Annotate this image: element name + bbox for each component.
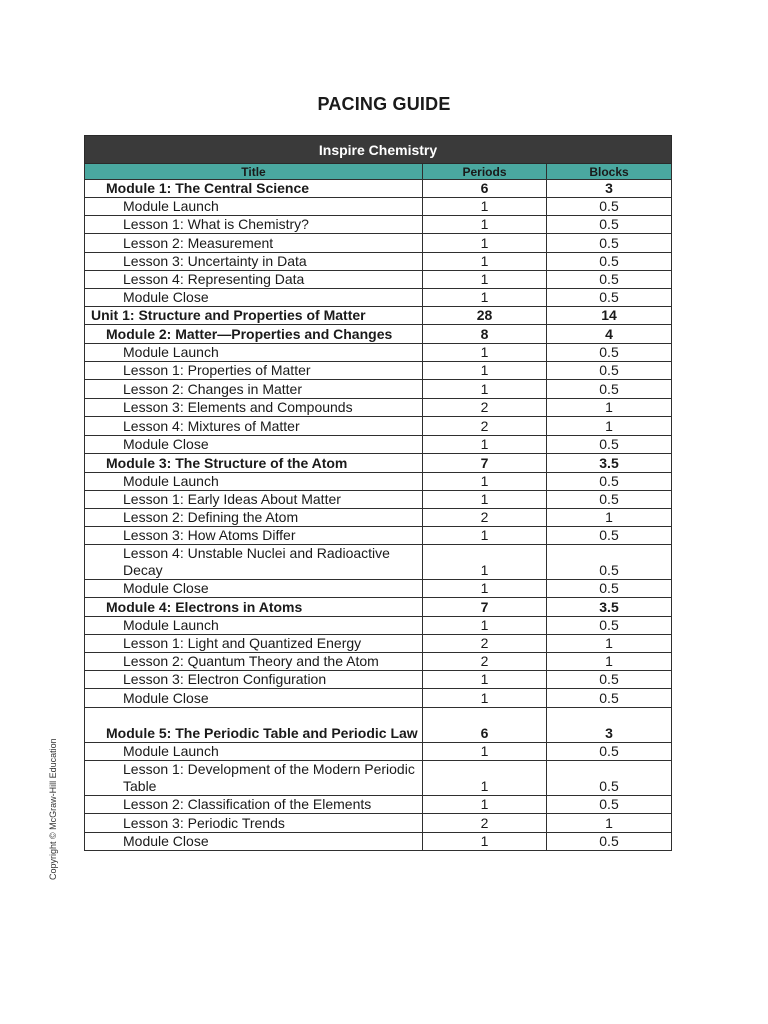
row-title-cell: [85, 417, 423, 436]
row-title: Module Close: [123, 580, 209, 596]
table-row: [85, 271, 672, 289]
row-title: Lesson 3: Uncertainty in Data: [123, 253, 307, 269]
table-row: [85, 216, 672, 234]
row-title-cell: [85, 289, 423, 307]
row-periods: 2: [423, 509, 547, 527]
row-title-cell: [85, 454, 423, 473]
row-blocks: 0.5: [547, 289, 672, 307]
table-banner-row: [85, 136, 672, 164]
pacing-table: [84, 135, 672, 851]
table-row: [85, 436, 672, 454]
row-title-cell: [85, 198, 423, 216]
row-title: Lesson 4: Representing Data: [123, 271, 305, 287]
row-title-cell: [85, 380, 423, 399]
table-row: [85, 833, 672, 851]
row-periods: 1: [423, 380, 547, 399]
row-periods: 1: [423, 216, 547, 234]
table-row: [85, 814, 672, 833]
row-title-cell: [85, 509, 423, 527]
row-title-cell: [85, 833, 423, 851]
row-title-cell: [85, 617, 423, 635]
row-title: Lesson 1: Light and Quantized Energy: [123, 635, 362, 651]
row-title: Module Launch: [123, 344, 219, 360]
row-periods: 7: [423, 454, 547, 473]
row-blocks: 0.5: [547, 833, 672, 851]
row-periods: 2: [423, 653, 547, 671]
row-blocks: 0.5: [547, 344, 672, 362]
row-blocks: 0.5: [547, 436, 672, 454]
row-periods: 2: [423, 399, 547, 417]
row-title: Lesson 1: Early Ideas About Matter: [123, 491, 341, 507]
row-periods: 1: [423, 545, 547, 580]
row-periods: 8: [423, 325, 547, 344]
row-title: Module 5: The Periodic Table and Periodic Law: [106, 725, 418, 741]
row-blocks: 0.5: [547, 271, 672, 289]
row-title: Lesson 2: Quantum Theory and the Atom: [123, 653, 379, 669]
table-banner: Inspire Chemistry: [85, 136, 672, 164]
row-periods: 1: [423, 671, 547, 689]
row-blocks: 0.5: [547, 617, 672, 635]
row-periods: 1: [423, 198, 547, 216]
row-blocks: 0.5: [547, 491, 672, 509]
table-row: [85, 344, 672, 362]
table-row: [85, 454, 672, 473]
row-periods: 1: [423, 344, 547, 362]
copyright-notice: Copyright © McGraw-Hill Education: [48, 738, 58, 880]
row-periods: 1: [423, 833, 547, 851]
row-periods: 1: [423, 743, 547, 761]
row-blocks: 1: [547, 417, 672, 436]
column-header-title: Title: [85, 164, 423, 180]
page-title: PACING GUIDE: [317, 94, 451, 114]
column-header-blocks: Blocks: [547, 164, 672, 180]
row-blocks: 0.5: [547, 580, 672, 598]
row-blocks: 0.5: [547, 253, 672, 271]
table-row: [85, 198, 672, 216]
row-title-cell: [85, 761, 423, 796]
row-title: Lesson 3: Elements and Compounds: [123, 399, 353, 415]
row-title: Lesson 2: Classification of the Elements: [123, 796, 372, 812]
row-blocks: 0.5: [547, 527, 672, 545]
table-row: [85, 417, 672, 436]
table-row: [85, 325, 672, 344]
row-title-cell: [85, 689, 423, 708]
row-title: Module Launch: [123, 198, 219, 214]
row-title: Unit 1: Structure and Properties of Matter: [91, 307, 366, 323]
row-title-cell: [85, 743, 423, 761]
row-periods: 6: [423, 708, 547, 743]
row-periods: 1: [423, 234, 547, 253]
row-blocks: 14: [547, 307, 672, 325]
row-title-cell: [85, 796, 423, 814]
table-row: [85, 289, 672, 307]
row-blocks: 1: [547, 653, 672, 671]
row-title: Lesson 2: Changes in Matter: [123, 381, 302, 397]
table-row: [85, 671, 672, 689]
row-title-cell: [85, 362, 423, 380]
row-title-cell: [85, 180, 423, 198]
row-periods: 2: [423, 635, 547, 653]
row-title: Module 4: Electrons in Atoms: [106, 599, 303, 615]
row-periods: 1: [423, 271, 547, 289]
row-title-cell: [85, 325, 423, 344]
row-periods: 1: [423, 796, 547, 814]
row-title-cell: [85, 671, 423, 689]
row-title-cell: [85, 234, 423, 253]
row-title-cell: [85, 271, 423, 289]
row-periods: 1: [423, 689, 547, 708]
row-title: Lesson 2: Measurement: [123, 235, 274, 251]
table-header-row: [85, 164, 672, 180]
row-title: Lesson 4: Unstable Nuclei and Radioactive Decay: [123, 545, 390, 578]
row-blocks: 0.5: [547, 198, 672, 216]
row-title: Lesson 4: Mixtures of Matter: [123, 418, 300, 434]
table-row: [85, 307, 672, 325]
table-row: [85, 545, 672, 580]
row-title: Module 3: The Structure of the Atom: [106, 455, 348, 471]
row-blocks: 1: [547, 814, 672, 833]
row-blocks: 0.5: [547, 380, 672, 399]
row-blocks: 0.5: [547, 473, 672, 491]
table-row: [85, 580, 672, 598]
row-title: Module Launch: [123, 473, 219, 489]
row-blocks: 1: [547, 635, 672, 653]
row-title: Module Close: [123, 690, 209, 706]
table-row: [85, 180, 672, 198]
table-row: [85, 253, 672, 271]
row-periods: 1: [423, 362, 547, 380]
row-title: Module Close: [123, 289, 209, 305]
row-blocks: 3.5: [547, 454, 672, 473]
table-row: [85, 708, 672, 743]
row-periods: 1: [423, 491, 547, 509]
table-row: [85, 491, 672, 509]
row-title-cell: [85, 344, 423, 362]
row-blocks: 0.5: [547, 234, 672, 253]
row-periods: 1: [423, 289, 547, 307]
row-title-cell: [85, 545, 423, 580]
row-title-cell: [85, 307, 423, 325]
row-title-cell: [85, 580, 423, 598]
table-row: [85, 743, 672, 761]
row-periods: 1: [423, 253, 547, 271]
table-row: [85, 635, 672, 653]
row-title-cell: [85, 253, 423, 271]
row-title-cell: [85, 436, 423, 454]
row-blocks: 0.5: [547, 689, 672, 708]
column-header-periods: Periods: [423, 164, 547, 180]
row-title-cell: [85, 814, 423, 833]
row-title-cell: [85, 216, 423, 234]
row-blocks: 1: [547, 509, 672, 527]
row-blocks: 0.5: [547, 216, 672, 234]
row-blocks: 4: [547, 325, 672, 344]
row-title-cell: [85, 491, 423, 509]
row-title-cell: [85, 527, 423, 545]
row-title-cell: [85, 653, 423, 671]
row-title: Lesson 1: Properties of Matter: [123, 362, 311, 378]
table-row: [85, 653, 672, 671]
row-blocks: 1: [547, 399, 672, 417]
row-periods: 1: [423, 761, 547, 796]
table-row: [85, 527, 672, 545]
row-title: Lesson 3: How Atoms Differ: [123, 527, 296, 543]
row-title: Lesson 3: Periodic Trends: [123, 815, 285, 831]
row-title: Module Close: [123, 436, 209, 452]
row-title: Lesson 1: What is Chemistry?: [123, 216, 309, 232]
row-blocks: 3.5: [547, 598, 672, 617]
row-periods: 2: [423, 417, 547, 436]
row-blocks: 0.5: [547, 362, 672, 380]
row-periods: 7: [423, 598, 547, 617]
row-title: Module Close: [123, 833, 209, 849]
row-title: Module Launch: [123, 617, 219, 633]
row-blocks: 0.5: [547, 796, 672, 814]
table-row: [85, 234, 672, 253]
row-blocks: 0.5: [547, 671, 672, 689]
table-row: [85, 761, 672, 796]
row-periods: 1: [423, 436, 547, 454]
row-periods: 2: [423, 814, 547, 833]
table-row: [85, 362, 672, 380]
row-title-cell: [85, 598, 423, 617]
table-row: [85, 617, 672, 635]
row-periods: 1: [423, 617, 547, 635]
row-title: Lesson 2: Defining the Atom: [123, 509, 299, 525]
table-row: [85, 380, 672, 399]
row-periods: 1: [423, 527, 547, 545]
table-row: [85, 399, 672, 417]
row-title: Module Launch: [123, 743, 219, 759]
row-periods: 28: [423, 307, 547, 325]
table-row: [85, 598, 672, 617]
row-title: Module 2: Matter—Properties and Changes: [106, 326, 393, 342]
row-title-cell: [85, 473, 423, 491]
table-row: [85, 473, 672, 491]
row-periods: 6: [423, 180, 547, 198]
row-title-cell: [85, 399, 423, 417]
table-body: [85, 180, 672, 851]
table-row: [85, 796, 672, 814]
row-periods: 1: [423, 580, 547, 598]
row-title: Module 1: The Central Science: [106, 180, 310, 196]
table-row: [85, 689, 672, 708]
table-row: [85, 509, 672, 527]
row-blocks: 0.5: [547, 761, 672, 796]
row-blocks: 0.5: [547, 545, 672, 580]
row-title-cell: [85, 635, 423, 653]
row-title: Lesson 1: Development of the Modern Periodic Table: [123, 761, 415, 794]
row-blocks: 3: [547, 708, 672, 743]
row-blocks: 0.5: [547, 743, 672, 761]
row-title: Lesson 3: Electron Configuration: [123, 671, 327, 687]
row-periods: 1: [423, 473, 547, 491]
row-blocks: 3: [547, 180, 672, 198]
row-title-cell: [85, 708, 423, 743]
